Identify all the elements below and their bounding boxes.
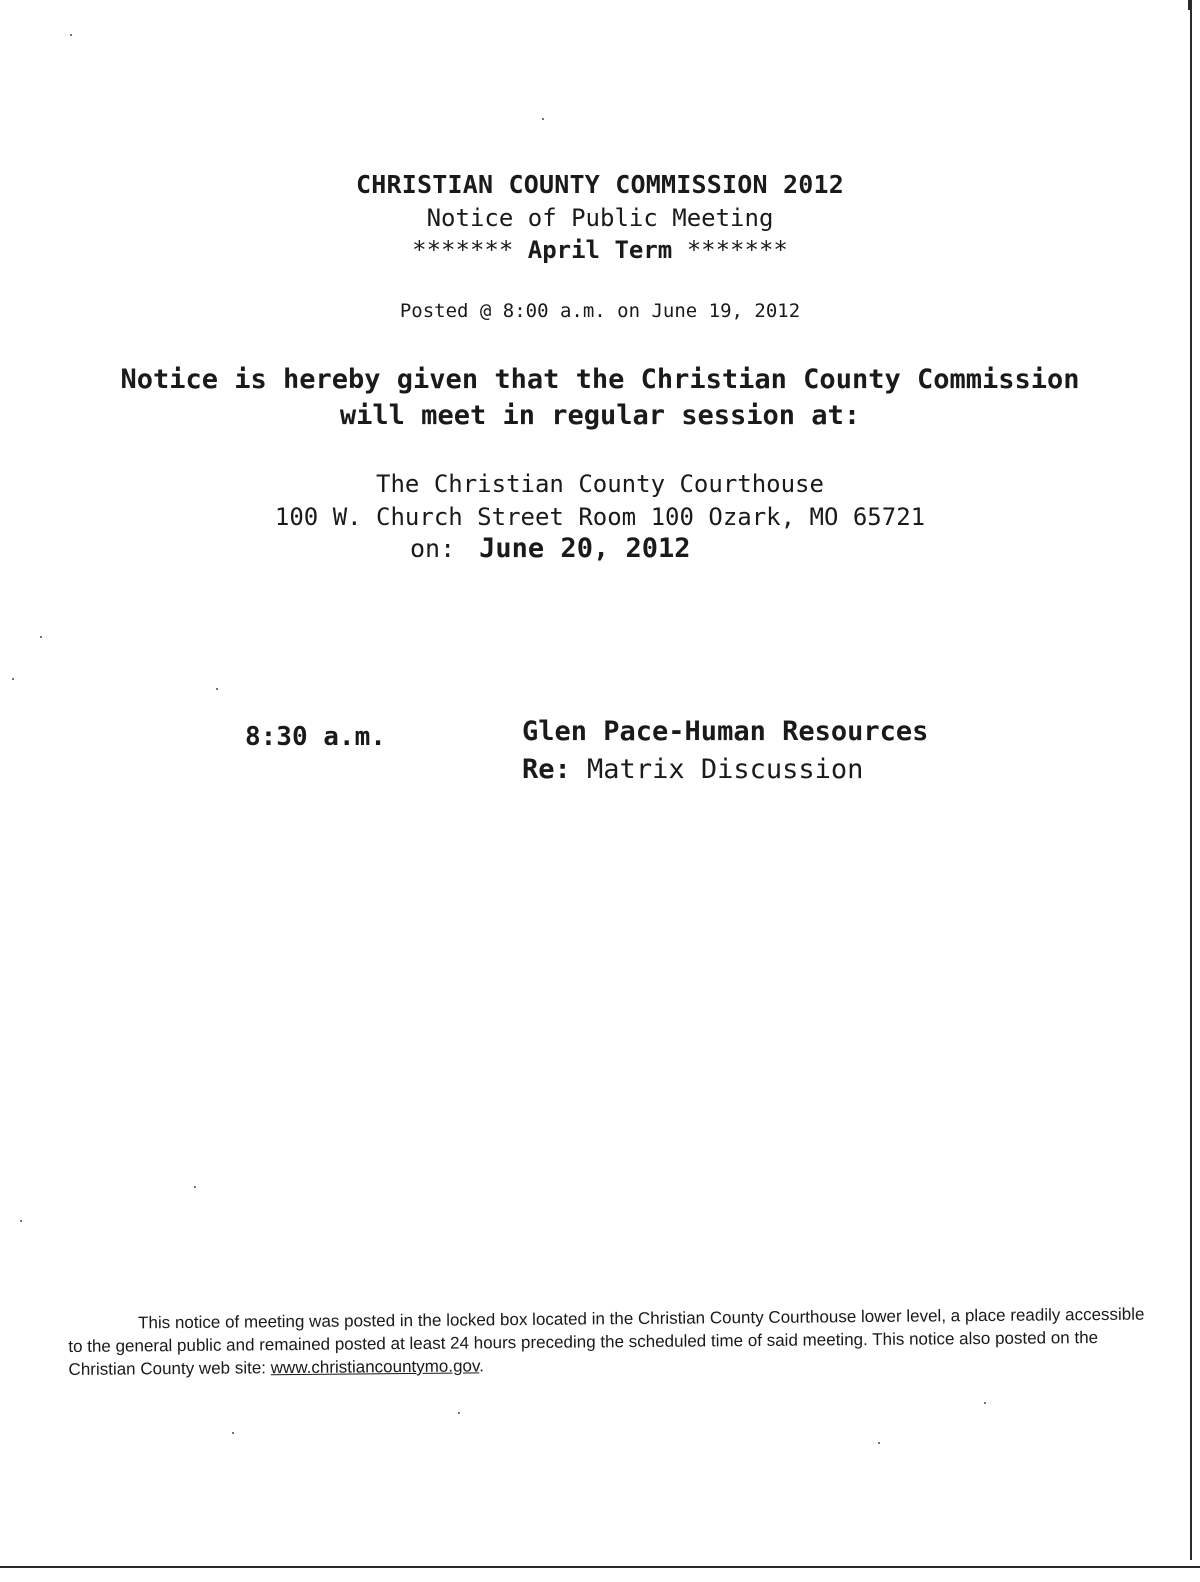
- scan-speck: [194, 1186, 196, 1188]
- scan-speck: [542, 118, 544, 120]
- meeting-date: [410, 533, 690, 564]
- agenda-item-re: [522, 754, 863, 785]
- scan-speck: [70, 34, 72, 36]
- agenda-item-time: 8:30 a.m.: [245, 722, 386, 752]
- agenda-item-topic: Glen Pace-Human Resources: [522, 716, 929, 747]
- document-subtitle: Notice of Public Meeting: [426, 204, 774, 232]
- scan-speck: [216, 688, 218, 690]
- agenda-re-value: Matrix Discussion: [587, 754, 864, 785]
- posting-statement-text: This notice of meeting was posted in the locked box located in the Christian County Courthouse lower level, a place readily accessible to the general public and remained posted at least 24 hours preceding the scheduled time of said meeting. This notice also posted on the Christian County web site:: [68, 1304, 1145, 1379]
- scan-edge-right: [1190, 0, 1192, 1560]
- stars-left: *******: [412, 236, 514, 264]
- scan-speck: [20, 1220, 22, 1222]
- scan-speck: [878, 1442, 880, 1444]
- posting-statement: [68, 1302, 1159, 1381]
- scan-speck: [12, 678, 14, 680]
- stars-right: *******: [686, 236, 788, 264]
- agenda-re-label: Re:: [522, 754, 571, 785]
- scan-edge-mark: [1188, 0, 1190, 10]
- meeting-date-value: June 20, 2012: [479, 533, 691, 564]
- posting-statement-end: .: [479, 1356, 485, 1376]
- document-title: CHRISTIAN COUNTY COMMISSION 2012: [355, 170, 845, 199]
- scan-speck: [40, 636, 42, 638]
- meeting-date-label: on:: [410, 534, 456, 563]
- scan-speck: [232, 1432, 234, 1434]
- notice-line-1: Notice is hereby given that the Christian County Commission: [120, 364, 1080, 395]
- term-label: April Term: [527, 236, 673, 264]
- notice-statement: [0, 362, 1200, 434]
- location-line-1: The Christian County Courthouse: [376, 470, 824, 498]
- notice-line-2: will meet in regular session at:: [339, 400, 861, 431]
- scan-edge-bottom: [0, 1566, 1200, 1568]
- scan-speck: [458, 1412, 460, 1414]
- county-website-link[interactable]: www.christiancountymo.gov: [270, 1356, 480, 1378]
- scan-speck: [984, 1402, 986, 1404]
- term-line: [0, 236, 1200, 264]
- posted-line: Posted @ 8:00 a.m. on June 19, 2012: [399, 300, 801, 322]
- location-line-2: 100 W. Church Street Room 100 Ozark, MO 65721: [274, 503, 926, 531]
